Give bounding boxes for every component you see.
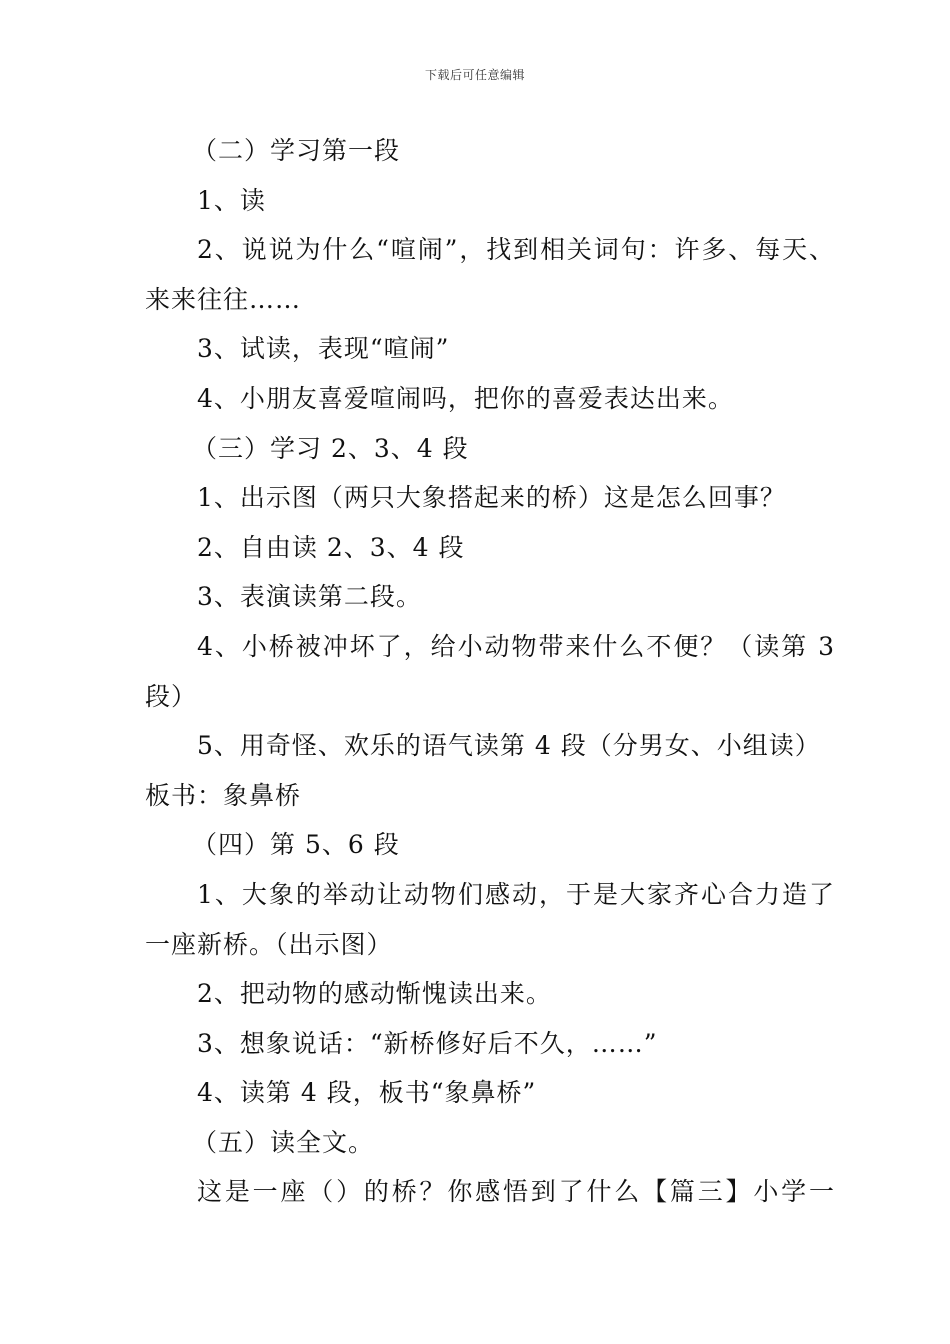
- list-item: 3、试读，表现“喧闹”: [197, 334, 450, 364]
- list-item: 4、小朋友喜爱喧闹吗，把你的喜爱表达出来。: [197, 383, 734, 413]
- list-item: 1、出示图（两只大象搭起来的桥）这是怎么回事？: [197, 483, 786, 513]
- list-item: 4、读第 4 段，板书“象鼻桥”: [197, 1078, 537, 1108]
- list-item: 4、小桥被冲坏了，给小动物带来什么不便？（读第 3: [197, 631, 835, 661]
- blackboard-note: 板书：象鼻桥: [145, 780, 302, 810]
- document-body: [145, 126, 835, 1217]
- list-item: 1、大象的举动让动物们感动，于是大家齐心合力造了: [197, 879, 835, 909]
- page-header: 下载后可任意编辑: [424, 68, 525, 82]
- list-item: 3、想象说话：“新桥修好后不久，……”: [197, 1028, 658, 1058]
- list-item: 2、自由读 2、3、4 段: [197, 532, 465, 562]
- section-heading: （二）学习第一段: [192, 136, 401, 165]
- section-heading: （五）读全文。: [192, 1127, 375, 1157]
- list-item: 1、读: [197, 185, 266, 215]
- list-item: 2、说说为什么“喧闹”，找到相关词句：许多、每天、: [197, 235, 835, 265]
- section-heading: （三）学习 2、3、4 段: [192, 433, 469, 463]
- paragraph-continuation: 一座新桥。（出示图）: [145, 929, 393, 959]
- list-item: 5、用奇怪、欢乐的语气读第 4 段（分男女、小组读）: [197, 731, 821, 761]
- paragraph-continuation: 段）: [145, 681, 198, 711]
- paragraph: 这是一座（）的桥？你感悟到了什么【篇三】小学一: [197, 1177, 835, 1207]
- paragraph-continuation: 来来往往……: [145, 284, 302, 314]
- list-item: 3、表演读第二段。: [197, 582, 422, 612]
- section-heading: （四）第 5、6 段: [192, 830, 400, 860]
- list-item: 2、把动物的感动惭愧读出来。: [197, 979, 552, 1009]
